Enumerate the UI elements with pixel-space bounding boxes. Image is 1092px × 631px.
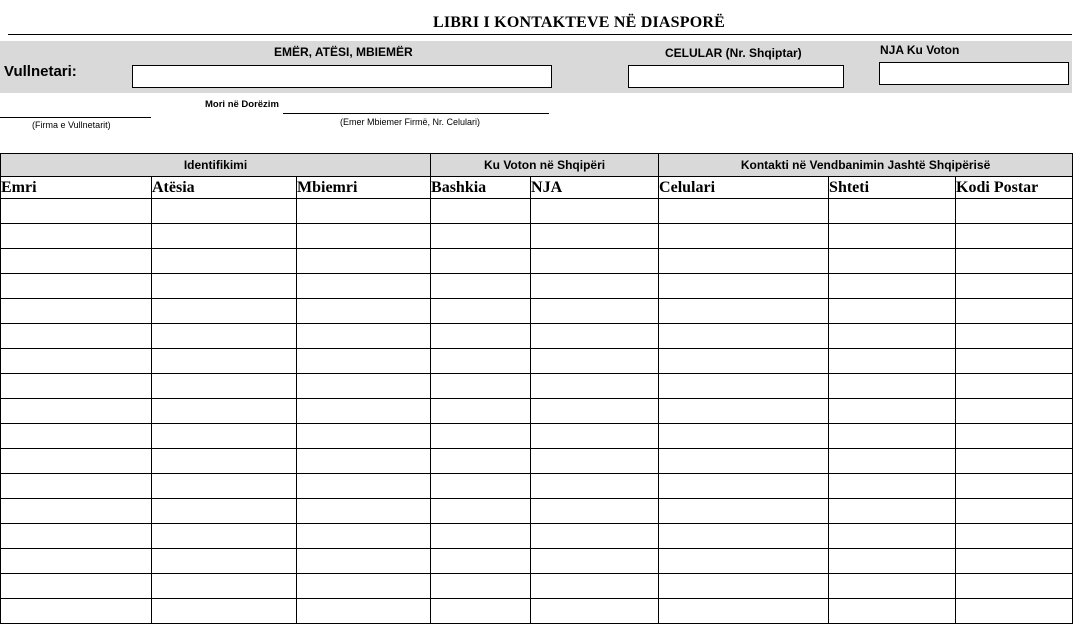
table-cell[interactable]	[152, 499, 297, 524]
table-cell[interactable]	[659, 499, 829, 524]
table-cell[interactable]	[152, 374, 297, 399]
table-cell[interactable]	[1, 324, 152, 349]
table-cell[interactable]	[431, 449, 531, 474]
table-cell[interactable]	[297, 224, 431, 249]
table-row	[1, 374, 1073, 399]
column-header-mbiemri: Mbiemri	[297, 177, 431, 199]
table-cell[interactable]	[1, 199, 152, 224]
group-header-contact-abroad: Kontakti në Vendbanimin Jashtë Shqipërisë	[659, 154, 1073, 177]
table-cell[interactable]	[152, 199, 297, 224]
table-row	[1, 349, 1073, 374]
phone-field[interactable]	[628, 65, 844, 88]
table-cell[interactable]	[431, 524, 531, 549]
column-header-emri: Emri	[1, 177, 152, 199]
name-field[interactable]	[132, 65, 552, 88]
table-cell[interactable]	[956, 224, 1073, 249]
table-cell[interactable]	[531, 599, 659, 624]
table-row	[1, 249, 1073, 274]
table-cell[interactable]	[659, 324, 829, 349]
table-cell[interactable]	[297, 524, 431, 549]
table-cell[interactable]	[1, 524, 152, 549]
table-cell[interactable]	[956, 474, 1073, 499]
table-cell[interactable]	[659, 374, 829, 399]
table-cell[interactable]	[431, 274, 531, 299]
contacts-table	[0, 153, 1073, 624]
table-row	[1, 449, 1073, 474]
table-cell[interactable]	[659, 574, 829, 599]
table-cell[interactable]	[829, 274, 956, 299]
table-cell[interactable]	[956, 599, 1073, 624]
table-cell[interactable]	[659, 474, 829, 499]
table-cell[interactable]	[531, 224, 659, 249]
table-cell[interactable]	[956, 399, 1073, 424]
table-cell[interactable]	[431, 499, 531, 524]
table-cell[interactable]	[531, 449, 659, 474]
table-cell[interactable]	[152, 549, 297, 574]
column-header-nja: NJA	[531, 177, 659, 199]
table-cell[interactable]	[531, 399, 659, 424]
table-cell[interactable]	[659, 199, 829, 224]
table-cell[interactable]	[152, 474, 297, 499]
received-signature-caption: (Emer Mbiemer Firmë, Nr. Celulari)	[340, 117, 481, 127]
table-cell[interactable]	[659, 599, 829, 624]
table-cell[interactable]	[1, 549, 152, 574]
table-row	[1, 274, 1073, 299]
table-cell[interactable]	[297, 399, 431, 424]
table-cell[interactable]	[829, 249, 956, 274]
table-cell[interactable]	[152, 599, 297, 624]
table-cell[interactable]	[829, 449, 956, 474]
table-cell[interactable]	[431, 399, 531, 424]
table-cell[interactable]	[956, 349, 1073, 374]
table-cell[interactable]	[1, 249, 152, 274]
table-cell[interactable]	[152, 449, 297, 474]
table-cell[interactable]	[152, 524, 297, 549]
table-cell[interactable]	[431, 299, 531, 324]
table-cell[interactable]	[829, 574, 956, 599]
table-cell[interactable]	[829, 374, 956, 399]
table-row	[1, 424, 1073, 449]
table-cell[interactable]	[531, 199, 659, 224]
phone-field-label: CELULAR (Nr. Shqiptar)	[665, 46, 802, 60]
table-cell[interactable]	[829, 299, 956, 324]
table-cell[interactable]	[431, 349, 531, 374]
column-header-shteti: Shteti	[829, 177, 956, 199]
table-cell[interactable]	[297, 474, 431, 499]
table-cell[interactable]	[531, 324, 659, 349]
table-cell[interactable]	[431, 199, 531, 224]
table-cell[interactable]	[297, 549, 431, 574]
table-cell[interactable]	[531, 574, 659, 599]
table-cell[interactable]	[956, 449, 1073, 474]
table-cell[interactable]	[1, 499, 152, 524]
table-cell[interactable]	[531, 299, 659, 324]
table-cell[interactable]	[829, 499, 956, 524]
table-cell[interactable]	[1, 424, 152, 449]
table-row	[1, 574, 1073, 599]
page-title: LIBRI I KONTAKTEVE NË DIASPORË	[433, 14, 725, 31]
table-cell[interactable]	[297, 349, 431, 374]
group-header-identification: Identifikimi	[1, 154, 431, 177]
table-cell[interactable]	[1, 599, 152, 624]
table-cell[interactable]	[829, 199, 956, 224]
table-cell[interactable]	[659, 399, 829, 424]
table-cell[interactable]	[829, 399, 956, 424]
table-cell[interactable]	[152, 324, 297, 349]
table-cell[interactable]	[297, 274, 431, 299]
table-cell[interactable]	[431, 249, 531, 274]
table-cell[interactable]	[1, 399, 152, 424]
table-cell[interactable]	[829, 474, 956, 499]
table-row	[1, 224, 1073, 249]
table-cell[interactable]	[1, 374, 152, 399]
table-cell[interactable]	[1, 224, 152, 249]
table-cell[interactable]	[431, 574, 531, 599]
table-row	[1, 299, 1073, 324]
table-cell[interactable]	[956, 249, 1073, 274]
table-cell[interactable]	[531, 424, 659, 449]
table-cell[interactable]	[956, 374, 1073, 399]
table-cell[interactable]	[297, 199, 431, 224]
nja-field-label: NJA Ku Voton	[880, 43, 960, 57]
table-cell[interactable]	[297, 324, 431, 349]
table-cell[interactable]	[956, 574, 1073, 599]
table-cell[interactable]	[659, 449, 829, 474]
table-cell[interactable]	[152, 424, 297, 449]
table-cell[interactable]	[152, 399, 297, 424]
table-cell[interactable]	[956, 499, 1073, 524]
table-cell[interactable]	[531, 274, 659, 299]
table-cell[interactable]	[659, 549, 829, 574]
table-row	[1, 549, 1073, 574]
table-cell[interactable]	[829, 599, 956, 624]
volunteer-label: Vullnetari:	[4, 63, 77, 80]
table-cell[interactable]	[431, 374, 531, 399]
volunteer-signature-caption: (Firma e Vullnetarit)	[32, 120, 111, 130]
table-cell[interactable]	[152, 224, 297, 249]
table-cell[interactable]	[431, 424, 531, 449]
table-cell[interactable]	[152, 349, 297, 374]
table-cell[interactable]	[829, 224, 956, 249]
table-cell[interactable]	[659, 249, 829, 274]
table-cell[interactable]	[431, 549, 531, 574]
table-body	[1, 199, 1073, 624]
table-cell[interactable]	[956, 424, 1073, 449]
column-header-celulari: Celulari	[659, 177, 829, 199]
table-cell[interactable]	[1, 349, 152, 374]
table-row	[1, 399, 1073, 424]
table-cell[interactable]	[829, 524, 956, 549]
table-cell[interactable]	[297, 374, 431, 399]
table-cell[interactable]	[531, 524, 659, 549]
group-header-voting-location: Ku Voton në Shqipëri	[431, 154, 659, 177]
table-row	[1, 599, 1073, 624]
received-label: Mori në Dorëzim	[205, 99, 279, 110]
table-cell[interactable]	[659, 524, 829, 549]
table-cell[interactable]	[297, 499, 431, 524]
table-cell[interactable]	[829, 349, 956, 374]
table-row	[1, 499, 1073, 524]
table-cell[interactable]	[829, 549, 956, 574]
table-cell[interactable]	[1, 274, 152, 299]
table-cell[interactable]	[431, 224, 531, 249]
table-cell[interactable]	[152, 249, 297, 274]
table-cell[interactable]	[297, 249, 431, 274]
received-signature-line	[283, 113, 549, 114]
table-cell[interactable]	[531, 474, 659, 499]
column-header-kodi-postar: Kodi Postar	[956, 177, 1073, 199]
table-row	[1, 474, 1073, 499]
table-row	[1, 324, 1073, 349]
table-cell[interactable]	[152, 574, 297, 599]
table-cell[interactable]	[431, 324, 531, 349]
title-underline	[8, 34, 1072, 35]
table-cell[interactable]	[956, 549, 1073, 574]
table-cell[interactable]	[297, 449, 431, 474]
nja-field[interactable]	[879, 62, 1069, 85]
volunteer-signature-line	[0, 117, 151, 118]
table-cell[interactable]	[829, 424, 956, 449]
table-cell[interactable]	[297, 574, 431, 599]
table-cell[interactable]	[531, 549, 659, 574]
table-cell[interactable]	[659, 299, 829, 324]
table-cell[interactable]	[659, 224, 829, 249]
table-cell[interactable]	[956, 299, 1073, 324]
table-cell[interactable]	[152, 299, 297, 324]
table-cell[interactable]	[659, 349, 829, 374]
table-cell[interactable]	[1, 474, 152, 499]
table-cell[interactable]	[431, 474, 531, 499]
table-cell[interactable]	[531, 499, 659, 524]
table-cell[interactable]	[297, 599, 431, 624]
table-cell[interactable]	[829, 324, 956, 349]
table-cell[interactable]	[1, 299, 152, 324]
table-row	[1, 524, 1073, 549]
table-cell[interactable]	[297, 299, 431, 324]
table-cell[interactable]	[956, 524, 1073, 549]
table-cell[interactable]	[531, 249, 659, 274]
table-cell[interactable]	[659, 274, 829, 299]
table-cell[interactable]	[531, 349, 659, 374]
table-cell[interactable]	[297, 424, 431, 449]
table-cell[interactable]	[956, 199, 1073, 224]
column-header-bashkia: Bashkia	[431, 177, 531, 199]
table-cell[interactable]	[431, 599, 531, 624]
table-cell[interactable]	[152, 274, 297, 299]
table-cell[interactable]	[956, 274, 1073, 299]
table-cell[interactable]	[956, 324, 1073, 349]
table-row	[1, 199, 1073, 224]
table-cell[interactable]	[531, 374, 659, 399]
table-cell[interactable]	[659, 424, 829, 449]
table-cell[interactable]	[1, 574, 152, 599]
name-field-label: EMËR, ATËSI, MBIEMËR	[274, 45, 413, 59]
table-cell[interactable]	[1, 449, 152, 474]
column-header-atesia: Atësia	[152, 177, 297, 199]
